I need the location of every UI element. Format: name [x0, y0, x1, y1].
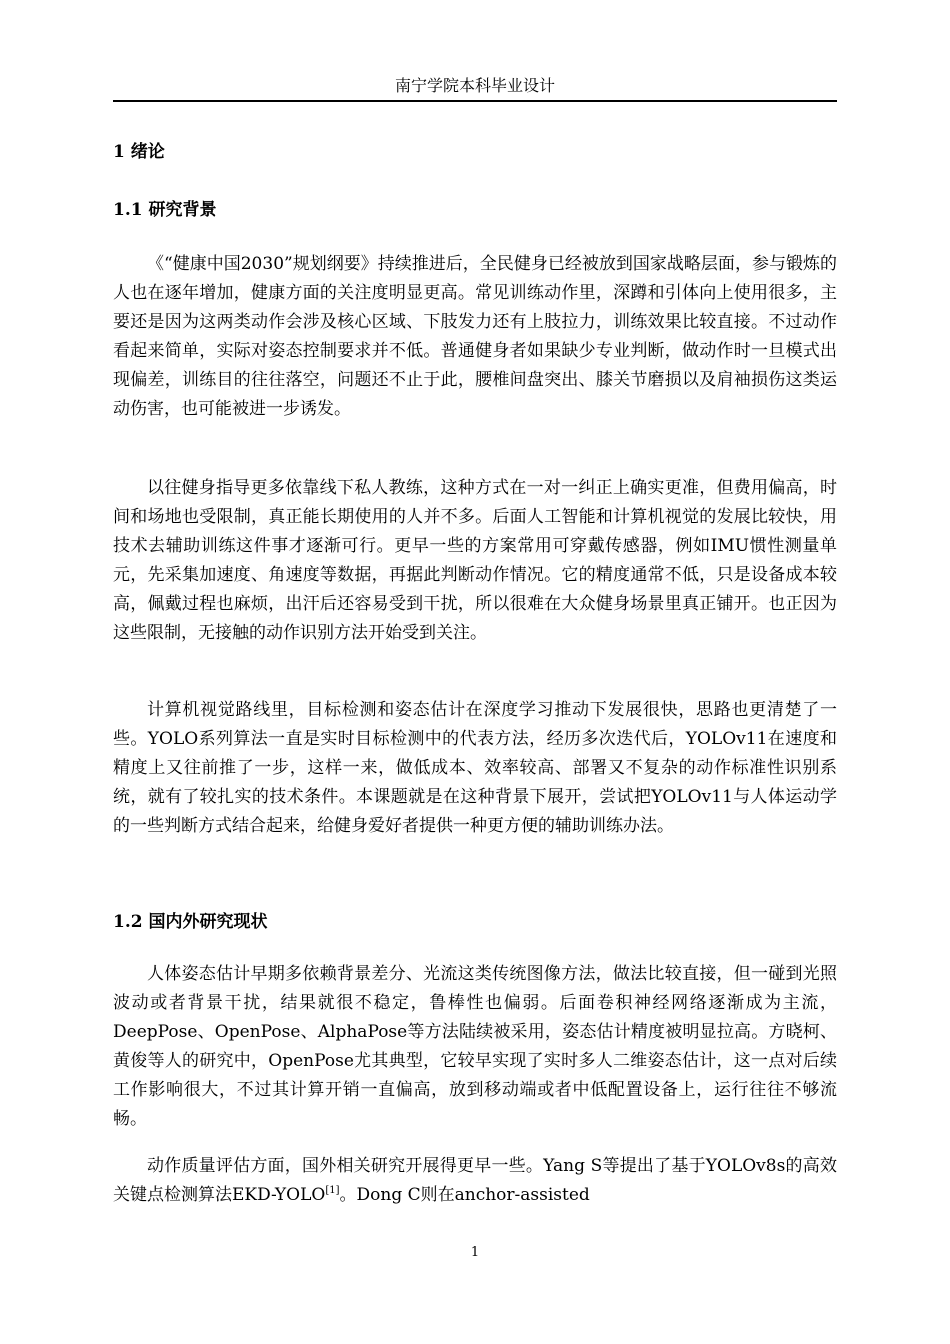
page-header: 南宁学院本科毕业设计 — [394, 76, 555, 95]
paragraph-text: 动作质量评估方面，国外相关研究开展得更早一些。Yang S等提出了基于YOLOv8s的高效关键点检测算法EKD-YOLO — [113, 1156, 837, 1205]
section-heading-1-1: 1.1 研究背景 — [113, 200, 217, 220]
paragraph: 《“健康中国2030”规划纲要》持续推进后，全民健身已经被放到国家战略层面，参与锻炼的人也在逐年增加，健康方面的关注度明显更高。常见训练动作里，深蹲和引体向上使用很多，主要还是因为这两类动作会涉及核心区域、下肢发力还有上肢拉力，训练效果比较直接。不过动作看起来简单，实际对姿态控制要求并不低。普通健身者如果缺少专业判断，做动作时一旦模式出现偏差，训练目的往往落空，问题还不止于此，腰椎间盘突出、膝关节磨损以及肩袖损伤这类运动伤害，也可能被进一步诱发。 — [113, 254, 837, 419]
paragraph: 计算机视觉路线里，目标检测和姿态估计在深度学习推动下发展很快，思路也更清楚了一些。YOLO系列算法一直是实时目标检测中的代表方法，经历多次迭代后，YOLOv11在速度和精度上又往前推了一步，这样一来，做低成本、效率较高、部署又不复杂的动作标准性识别系统，就有了较扎实的技术条件。本课题就是在这种背景下展开，尝试把YOLOv11与人体运动学的一些判断方式结合起来，给健身爱好者提供一种更方便的辅助训练办法。 — [113, 700, 837, 836]
paragraph: 人体姿态估计早期多依赖背景差分、光流这类传统图像方法，做法比较直接，但一碰到光照波动或者背景干扰，结果就很不稳定，鲁棒性也偏弱。后面卷积神经网络逐渐成为主流，DeepPose、OpenPose、AlphaPose等方法陆续被采用，姿态估计精度被明显拉高。方晓柯、黄俊等人的研究中，OpenPose尤其典型，它较早实现了实时多人二维姿态估计，这一点对后续工作影响很大，不过其计算开销一直偏高，放到移动端或者中低配置设备上，运行往往不够流畅。 — [113, 964, 837, 1129]
citation-ref[interactable]: [1] — [325, 1185, 340, 1196]
paragraph: 以往健身指导更多依靠线下私人教练，这种方式在一对一纠正上确实更准，但费用偏高，时间和场地也受限制，真正能长期使用的人并不多。后面人工智能和计算机视觉的发展比较快，用技术去辅助训练这件事才逐渐可行。更早一些的方案常用可穿戴传感器，例如IMU惯性测量单元，先采集加速度、角速度等数据，再据此判断动作情况。它的精度通常不低，只是设备成本较高，佩戴过程也麻烦，出汗后还容易受到干扰，所以很难在大众健身场景里真正铺开。也正因为这些限制，无接触的动作识别方法开始受到关注。 — [113, 478, 837, 643]
section-heading-1-2: 1.2 国内外研究现状 — [113, 912, 268, 932]
chapter-heading: 1 绪论 — [113, 142, 165, 162]
paragraph-text: 。Dong C则在anchor-assisted — [339, 1185, 590, 1205]
page-number: 1 — [470, 1245, 480, 1260]
paragraph — [113, 1152, 837, 1210]
header-divider — [113, 100, 837, 102]
